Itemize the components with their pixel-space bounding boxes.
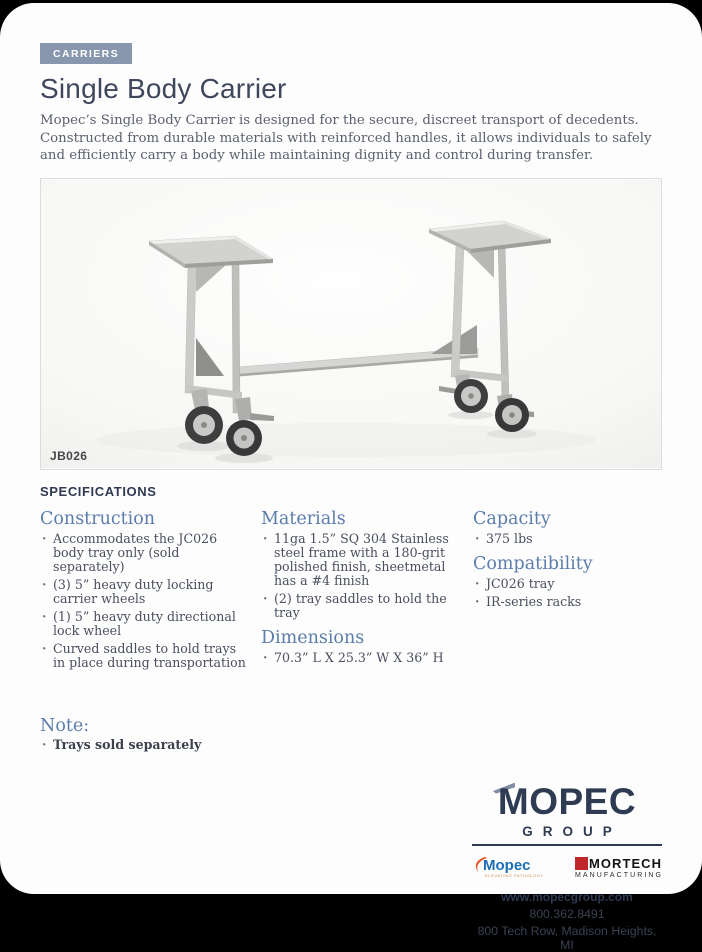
product-image-frame (40, 178, 662, 470)
list-item: · 11ga 1.5” SQ 304 Stainless steel frame with a 180-grit polished finish, sheetmetal has a #4 finish (261, 532, 461, 588)
spec-section-dimensions (261, 628, 473, 665)
specifications-grid (40, 501, 662, 675)
mortech-red-square-icon (575, 857, 588, 870)
phone-number: 800.362.8491 (529, 906, 605, 921)
wordmark-divider (472, 844, 662, 846)
mopec-group-logo-text: MOPEC (497, 780, 637, 822)
category-badge: CARRIERS (40, 43, 132, 64)
compatibility-heading: Compatibility (473, 553, 593, 574)
spec-section-materials (261, 509, 473, 621)
brand-logos-row (472, 854, 662, 882)
list-item: · IR-series racks (473, 595, 650, 609)
list-item: · JC026 tray (473, 577, 650, 591)
note-section (40, 716, 662, 752)
spec-column-2 (261, 501, 473, 675)
list-item: · 375 lbs (473, 532, 650, 546)
materials-heading: Materials (261, 508, 346, 529)
compatibility-list (473, 577, 662, 609)
mortech-logo (574, 854, 662, 882)
construction-list (40, 532, 261, 671)
page-title: Single Body Carrier (40, 73, 287, 104)
product-description: Mopec’s Single Body Carrier is designed for the secure, discreet transport of decedents. Constructed from durable materials with reinforced handles, it allows individuals to safely and efficiently carry a body while maintaining dignity and control during transfer. (40, 113, 652, 164)
note-heading: Note: (40, 716, 90, 737)
mortech-logo-tagline: MANUFACTURING (575, 871, 661, 879)
list-item: · (3) 5” heavy duty locking carrier wheels (40, 578, 249, 606)
product-cart-illustration (41, 179, 661, 469)
note-list (40, 738, 662, 752)
footer-brand-block (472, 780, 662, 952)
spec-section-capacity (473, 509, 662, 546)
model-number-label: JB026 (50, 448, 88, 463)
capacity-heading: Capacity (473, 508, 551, 529)
specifications-heading: SPECIFICATIONS (40, 483, 157, 499)
materials-list (261, 532, 473, 621)
list-item: · Trays sold separately (40, 738, 650, 752)
spec-sheet-page (0, 3, 702, 952)
mortech-logo-text: MORTECH (589, 855, 661, 871)
mopec-logo-tagline: ELEVATING PATHOLOGY (485, 872, 544, 878)
website-link[interactable]: www.mopecgroup.com (501, 889, 633, 904)
list-item: · 70.3” L X 25.3” W X 36” H (261, 651, 461, 665)
construction-heading: Construction (40, 508, 156, 529)
mopec-group-wordmark (497, 780, 637, 822)
spec-section-construction (40, 509, 261, 671)
address-line: 800 Tech Row, Madison Heights, MI (477, 923, 657, 952)
list-item: · (2) tray saddles to hold the tray (261, 592, 461, 620)
list-item: · Accommodates the JC026 body tray only (sold separately) (40, 532, 249, 574)
mopec-logo-text: Mopec (483, 856, 531, 874)
capacity-list (473, 532, 662, 546)
list-item: · (1) 5” heavy duty directional lock wheel (40, 610, 249, 638)
mopec-logo (472, 854, 554, 882)
spec-column-1 (40, 501, 261, 675)
mopec-group-logo-subtext: GROUP (522, 823, 622, 839)
list-item: · Curved saddles to hold trays in place during transportation (40, 642, 249, 670)
dimensions-heading: Dimensions (261, 628, 365, 649)
spec-section-compatibility (473, 554, 662, 609)
dimensions-list (261, 651, 473, 665)
spec-column-3 (473, 501, 662, 675)
